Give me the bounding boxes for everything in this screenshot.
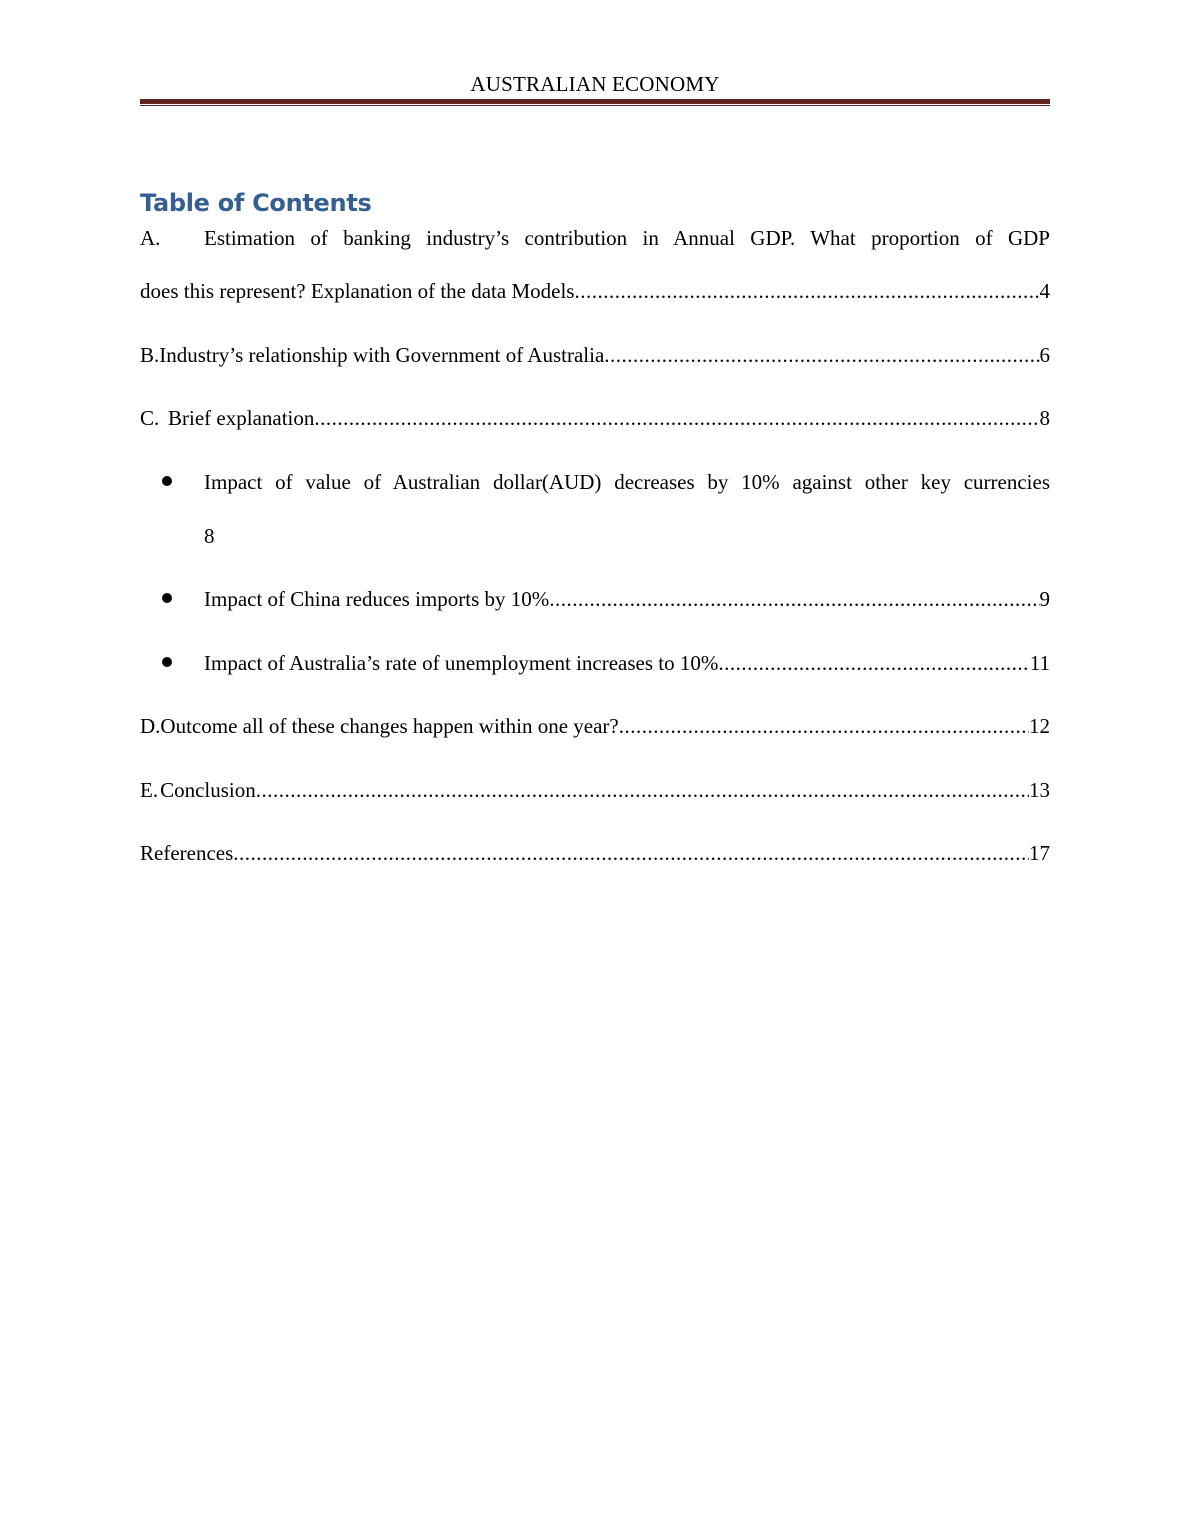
toc-leader-dots [619,711,1029,741]
header-rule-thin [140,105,1050,106]
toc-page-number: 8 [204,524,215,548]
toc-entry-a[interactable] [140,223,1050,253]
toc-page-number: 17 [1029,841,1050,865]
toc-entry-number: B. [140,343,160,367]
toc-entry-text: does this represent? Explanation of the data Models [140,279,575,303]
toc-entry-text: Brief explanation [168,406,315,430]
toc-page-number: 11 [1029,651,1050,675]
toc-subentry-aud-page[interactable] [204,521,1050,551]
toc-leader-dots [604,340,1039,370]
toc-page-number: 12 [1029,714,1050,738]
toc-entry-number: D. [140,714,161,738]
toc-entry-text: References [140,841,234,865]
toc-entry-number: C. [140,406,160,430]
toc-entry-text: Outcome all of these changes happen within one year? [160,714,619,738]
toc-leader-dots [233,838,1029,868]
toc-page-number: 8 [1039,406,1050,430]
toc-entry-number: A. [140,226,161,250]
toc-entry-text: Estimation of banking industry’s contribution in Annual GDP. What proportion of GDP [204,226,1050,250]
bullet-icon [162,476,172,486]
bullet-icon [162,593,172,603]
toc-entry-text: Impact of Australia’s rate of unemployment increases to 10% [204,651,719,675]
toc-subentry-unemployment[interactable] [204,648,1050,678]
toc-heading: Table of Contents [140,189,372,217]
toc-entry-number: E. [140,778,159,802]
running-header-title: AUSTRALIAN ECONOMY [470,72,720,96]
toc-page-number: 9 [1039,587,1050,611]
toc-entry-text: Impact of China reduces imports by 10% [204,587,550,611]
toc-entry-a-continued[interactable] [140,276,1050,306]
toc-subentry-aud[interactable] [204,467,1050,497]
toc-entry-text: Conclusion [160,778,256,802]
toc-leader-dots [549,584,1039,614]
toc-entry-b[interactable] [140,340,1050,370]
toc-entry-references[interactable] [140,838,1050,868]
toc-entry-text: Impact of value of Australian dollar(AUD) decreases by 10% against other key currencies [204,470,1050,494]
toc-entry-text: Industry’s relationship with Government of Australia [159,343,605,367]
toc-leader-dots [256,775,1029,805]
toc-leader-dots [718,648,1029,678]
toc-subentry-china[interactable] [204,584,1050,614]
toc-page-number: 4 [1039,279,1050,303]
toc-entry-e[interactable] [140,775,1050,805]
toc-page-number: 6 [1039,343,1050,367]
toc-leader-dots [314,403,1039,433]
toc-entry-d[interactable] [140,711,1050,741]
toc-leader-dots [574,276,1039,306]
toc-entry-c[interactable] [140,403,1050,433]
header-rule [140,99,1050,104]
bullet-icon [162,657,172,667]
toc-page-number: 13 [1029,778,1050,802]
